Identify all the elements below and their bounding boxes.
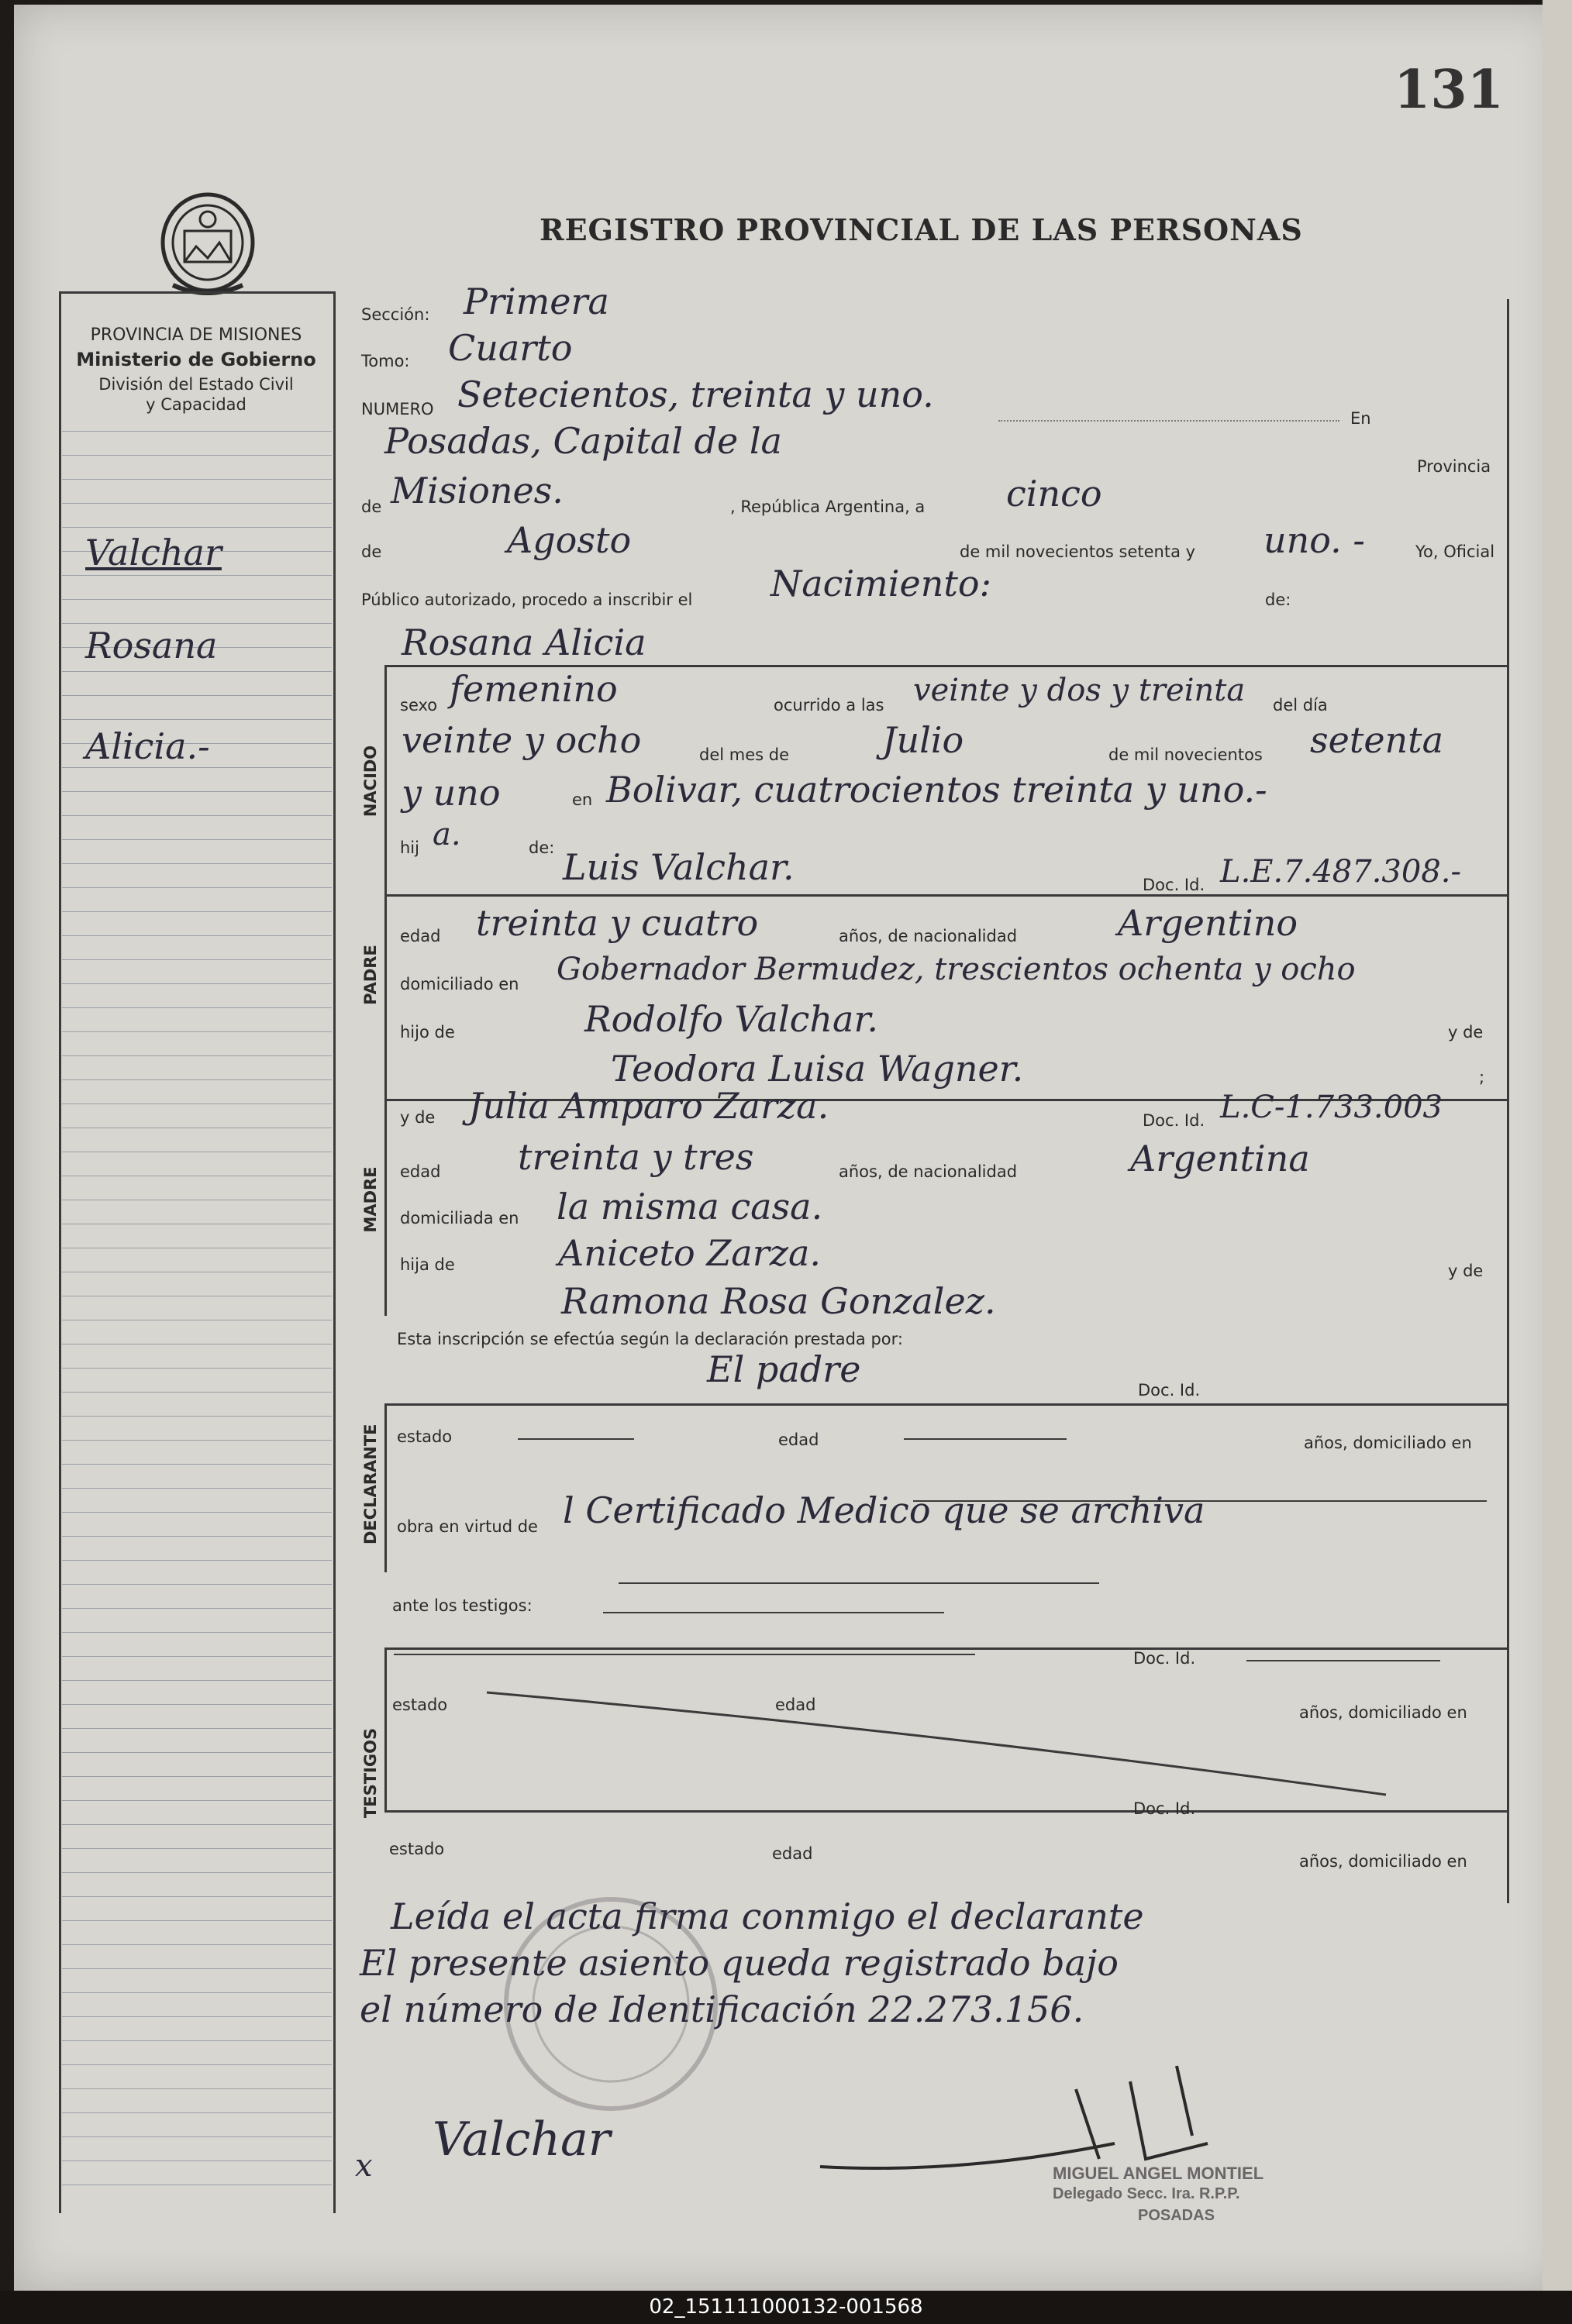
ruled-line bbox=[62, 1704, 332, 1705]
ruled-line bbox=[62, 2088, 332, 2089]
entry-madre-madre: Ramona Rosa Gonzalez. bbox=[561, 1280, 996, 1322]
ruled-line bbox=[62, 1079, 332, 1080]
label-numero: NUMERO bbox=[361, 400, 434, 418]
ruled-line bbox=[62, 2064, 332, 2065]
ruled-line bbox=[62, 1680, 332, 1681]
stamp-city: POSADAS bbox=[1138, 2207, 1215, 2224]
separator-nacido bbox=[384, 665, 1507, 667]
testigos-divider bbox=[384, 1647, 387, 1810]
entry-nacido-nombre: Rosana Alicia bbox=[402, 621, 646, 663]
entry-declarante: El padre bbox=[707, 1348, 861, 1390]
ruled-line bbox=[62, 575, 332, 576]
entry-lugar-nac: Bolivar, cuatrocientos treinta y uno.- bbox=[606, 769, 1267, 811]
left-margin-border bbox=[59, 291, 61, 2213]
entry-madre-edad: treinta y tres bbox=[518, 1136, 754, 1178]
ruled-line bbox=[62, 599, 332, 600]
label-edad-testigo-1: edad bbox=[775, 1696, 816, 1714]
ruled-line bbox=[62, 623, 332, 624]
label-seccion: Sección: bbox=[361, 305, 430, 324]
madre-divider bbox=[384, 1099, 387, 1316]
blank-line bbox=[603, 1612, 944, 1613]
label-doc-id-padre: Doc. Id. bbox=[1143, 876, 1205, 894]
label-del-mes: del mes de bbox=[699, 745, 790, 764]
note-line-2: El presente asiento queda registrado bajo bbox=[360, 1942, 1119, 1984]
separator-declarante bbox=[384, 1403, 1507, 1406]
label-y-de-padre: y de bbox=[1448, 1023, 1484, 1041]
label-hijo-de: hijo de bbox=[400, 1023, 455, 1041]
entry-padre-edad: treinta y cuatro bbox=[476, 902, 759, 944]
label-estado-declarante: estado bbox=[397, 1427, 453, 1446]
ruled-line bbox=[62, 1728, 332, 1729]
ruled-line bbox=[62, 1031, 332, 1032]
ruled-line bbox=[62, 2136, 332, 2137]
ruled-line bbox=[62, 671, 332, 672]
stamp-official-title: Delegado Secc. Ira. R.P.P. bbox=[1053, 2185, 1240, 2202]
section-testigos: TESTIGOS bbox=[361, 1727, 380, 1819]
note-line-3: el número de Identificación 22.273.156. bbox=[360, 1988, 1084, 2030]
ruled-line bbox=[62, 935, 332, 936]
label-ante-testigos: ante los testigos: bbox=[392, 1596, 533, 1615]
label-doc-id-madre: Doc. Id. bbox=[1143, 1111, 1205, 1130]
ruled-line bbox=[62, 911, 332, 912]
margin-surname: Valchar bbox=[85, 532, 222, 573]
entry-lugar: Posadas, Capital de la bbox=[384, 420, 782, 462]
label-republica: , República Argentina, a bbox=[730, 498, 926, 516]
margin-first-name: Rosana bbox=[85, 625, 218, 666]
ruled-line bbox=[62, 791, 332, 792]
ruled-line bbox=[62, 1824, 332, 1825]
entry-padre-nombre: Luis Valchar. bbox=[563, 846, 795, 888]
label-hija-de: hija de bbox=[400, 1255, 455, 1274]
ruled-line bbox=[62, 719, 332, 720]
label-del-dia: del día bbox=[1273, 696, 1328, 714]
label-de-mil-2: de mil novecientos bbox=[1108, 745, 1263, 764]
ruled-line bbox=[62, 1968, 332, 1969]
ruled-line bbox=[62, 2016, 332, 2017]
label-domiciliada-madre: domiciliada en bbox=[400, 1209, 519, 1227]
ruled-line bbox=[62, 1776, 332, 1777]
ruled-line bbox=[62, 863, 332, 864]
blank-line bbox=[518, 1438, 634, 1440]
entry-anio-nac: setenta bbox=[1310, 719, 1444, 761]
ruled-line bbox=[62, 1944, 332, 1945]
entry-padre-doc: L.E.7.487.308.- bbox=[1220, 854, 1461, 890]
label-edad-testigo-2: edad bbox=[772, 1844, 813, 1863]
label-doc-id-testigo-2: Doc. Id. bbox=[1133, 1799, 1196, 1818]
label-yo-oficial: Yo, Oficial bbox=[1415, 542, 1495, 561]
ruled-line bbox=[62, 1992, 332, 1993]
note-line-1: Leída el acta firma conmigo el declarante bbox=[391, 1895, 1144, 1937]
entry-numero: Setecientos, treinta y uno. bbox=[457, 374, 934, 415]
ruled-line bbox=[62, 1584, 332, 1585]
entry-padre-nacionalidad: Argentino bbox=[1118, 902, 1298, 944]
entry-madre-nombre: Julia Amparo Zarza. bbox=[468, 1085, 829, 1127]
entry-provincia: Misiones. bbox=[391, 470, 564, 511]
page-number: 131 bbox=[1394, 59, 1504, 121]
ruled-line bbox=[62, 1536, 332, 1537]
label-anios-dom-testigo-1: años, domiciliado en bbox=[1299, 1703, 1467, 1722]
entry-mes-nac: Julio bbox=[882, 719, 964, 761]
entry-padre-domicilio: Gobernador Bermudez, trescientos ochenta y ocho bbox=[557, 952, 1356, 987]
ruled-line bbox=[62, 2160, 332, 2161]
ruled-line bbox=[62, 695, 332, 696]
blank-line bbox=[394, 1654, 975, 1655]
label-en-2: en bbox=[572, 790, 593, 809]
entry-madre-doc: L.C-1.733.003 bbox=[1220, 1090, 1443, 1125]
label-inscripcion: Esta inscripción se efectúa según la declaración prestada por: bbox=[397, 1330, 903, 1348]
entry-acto: Nacimiento: bbox=[770, 563, 992, 604]
ruled-line bbox=[62, 431, 332, 432]
label-estado-testigo-2: estado bbox=[389, 1840, 445, 1858]
department-division-2: y Capacidad bbox=[146, 395, 246, 414]
label-estado-testigo-1: estado bbox=[392, 1696, 448, 1714]
margin-middle-name: Alicia.- bbox=[85, 725, 210, 767]
ruled-line bbox=[62, 455, 332, 456]
separator-testigo-2 bbox=[384, 1810, 1507, 1813]
entry-madre-domicilio: la misma casa. bbox=[557, 1186, 823, 1227]
label-edad-padre: edad bbox=[400, 927, 441, 945]
stamp-official-name: MIGUEL ANGEL MONTIEL bbox=[1053, 2164, 1264, 2183]
label-anios-nacionalidad-padre: años, de nacionalidad bbox=[839, 927, 1018, 945]
entry-madre-padre: Aniceto Zarza. bbox=[558, 1232, 822, 1274]
ruled-line bbox=[62, 527, 332, 528]
signature-father: Valchar bbox=[433, 2112, 611, 2167]
entry-padre-padre: Rodolfo Valchar. bbox=[584, 998, 879, 1040]
ruled-line bbox=[62, 1752, 332, 1753]
label-ocurrido: ocurrido a las bbox=[774, 696, 884, 714]
ruled-line bbox=[62, 2112, 332, 2113]
ruled-line bbox=[62, 479, 332, 480]
label-edad-declarante: edad bbox=[778, 1431, 819, 1449]
separator-testigos bbox=[384, 1647, 1507, 1650]
ruled-line bbox=[62, 1920, 332, 1921]
label-edad-madre: edad bbox=[400, 1162, 441, 1181]
blank-line bbox=[619, 1582, 1099, 1584]
margin-top-border bbox=[59, 291, 335, 294]
ruled-line bbox=[62, 503, 332, 504]
ruled-line bbox=[62, 1007, 332, 1008]
entry-anio: uno. - bbox=[1263, 519, 1365, 561]
label-doc-id-declarante: Doc. Id. bbox=[1138, 1381, 1201, 1400]
ruled-line bbox=[62, 1560, 332, 1561]
label-hij: hij bbox=[400, 838, 419, 857]
ruled-line bbox=[62, 1872, 332, 1873]
padre-divider bbox=[384, 894, 387, 1099]
section-padre: PADRE bbox=[361, 945, 380, 1005]
ruled-line bbox=[62, 839, 332, 840]
ruled-line bbox=[62, 1800, 332, 1801]
entry-padre-madre: Teodora Luisa Wagner. bbox=[611, 1048, 1024, 1090]
blank-line bbox=[904, 1438, 1067, 1440]
entry-madre-nacionalidad: Argentina bbox=[1130, 1138, 1310, 1179]
separator-padre bbox=[384, 894, 1507, 897]
document-title: REGISTRO PROVINCIAL DE LAS PERSONAS bbox=[540, 212, 1303, 247]
coat-of-arms-emblem bbox=[150, 184, 266, 308]
entry-seccion: Primera bbox=[464, 281, 609, 322]
ruled-line bbox=[62, 1608, 332, 1609]
book-edge bbox=[1543, 0, 1572, 2294]
ruled-line bbox=[62, 1464, 332, 1465]
ruled-line bbox=[62, 1392, 332, 1393]
label-doc-id-testigo-1: Doc. Id. bbox=[1133, 1649, 1196, 1668]
ruled-line bbox=[62, 767, 332, 768]
entry-obra: l Certificado Medico que se archiva bbox=[563, 1489, 1205, 1531]
entry-mes: Agosto bbox=[507, 519, 632, 561]
document-page bbox=[14, 5, 1563, 2291]
entry-dia: cinco bbox=[1006, 473, 1102, 515]
section-madre: MADRE bbox=[361, 1166, 380, 1233]
ruled-line bbox=[62, 887, 332, 888]
label-anios-dom-declarante: años, domiciliado en bbox=[1304, 1434, 1472, 1452]
entry-sexo: femenino bbox=[450, 668, 618, 710]
ruled-line bbox=[62, 1103, 332, 1104]
entry-dia-nac: veinte y ocho bbox=[402, 719, 642, 761]
label-sexo: sexo bbox=[400, 696, 438, 714]
declarante-divider bbox=[384, 1403, 387, 1572]
label-de-mil: de mil novecientos setenta y bbox=[960, 542, 1196, 561]
ruled-line bbox=[62, 959, 332, 960]
department-division: División del Estado Civil bbox=[98, 375, 294, 394]
label-de: de bbox=[361, 498, 382, 516]
section-nacido: NACIDO bbox=[361, 745, 380, 818]
ruled-line bbox=[62, 1512, 332, 1513]
department-province: PROVINCIA DE MISIONES bbox=[90, 325, 302, 345]
label-y-de-madre: y de bbox=[400, 1108, 436, 1127]
ruled-line bbox=[62, 1488, 332, 1489]
label-en: En bbox=[1350, 409, 1371, 428]
label-de-2: de bbox=[361, 542, 382, 561]
section-declarante: DECLARANTE bbox=[361, 1424, 380, 1544]
department-ministry: Ministerio de Gobierno bbox=[76, 349, 316, 370]
nacido-divider bbox=[384, 665, 387, 896]
ruled-line bbox=[62, 1368, 332, 1369]
label-anios-nacionalidad-madre: años, de nacionalidad bbox=[839, 1162, 1018, 1181]
entry-anio-nac-2: y uno bbox=[402, 772, 501, 814]
label-anios-dom-testigo-2: años, domiciliado en bbox=[1299, 1852, 1467, 1871]
ruled-line bbox=[62, 1055, 332, 1056]
blank-line bbox=[998, 420, 1339, 422]
ruled-line bbox=[62, 815, 332, 816]
label-de-4: de: bbox=[529, 838, 555, 857]
strike-through-line bbox=[479, 1678, 1394, 1802]
ruled-line bbox=[62, 1416, 332, 1417]
ruled-line bbox=[62, 983, 332, 984]
ruled-line bbox=[62, 1896, 332, 1897]
label-tomo: Tomo: bbox=[361, 352, 410, 370]
label-obra: obra en virtud de bbox=[397, 1517, 538, 1536]
semicolon: ; bbox=[1479, 1068, 1485, 1086]
ruled-line bbox=[62, 1848, 332, 1849]
ruled-line bbox=[62, 2040, 332, 2041]
entry-hora: veinte y dos y treinta bbox=[913, 673, 1246, 708]
label-publico: Público autorizado, procedo a inscribir el bbox=[361, 590, 693, 609]
entry-tomo: Cuarto bbox=[448, 327, 573, 369]
signature-mark-x: x bbox=[355, 2148, 373, 2184]
right-border bbox=[1507, 299, 1509, 1903]
label-de-3: de: bbox=[1265, 590, 1291, 609]
entry-hij-suffix: a. bbox=[433, 817, 461, 852]
ruled-line bbox=[62, 1632, 332, 1633]
blank-line bbox=[1246, 1660, 1440, 1661]
label-provincia: Provincia bbox=[1417, 457, 1491, 476]
ruled-line bbox=[62, 1656, 332, 1657]
label-y-de-madre-2: y de bbox=[1448, 1262, 1484, 1280]
label-domiciliado-padre: domiciliado en bbox=[400, 975, 519, 993]
ruled-line bbox=[62, 1440, 332, 1441]
footer-image-id: 02_151111000132-001568 bbox=[0, 2291, 1572, 2324]
margin-divider bbox=[333, 291, 336, 2213]
